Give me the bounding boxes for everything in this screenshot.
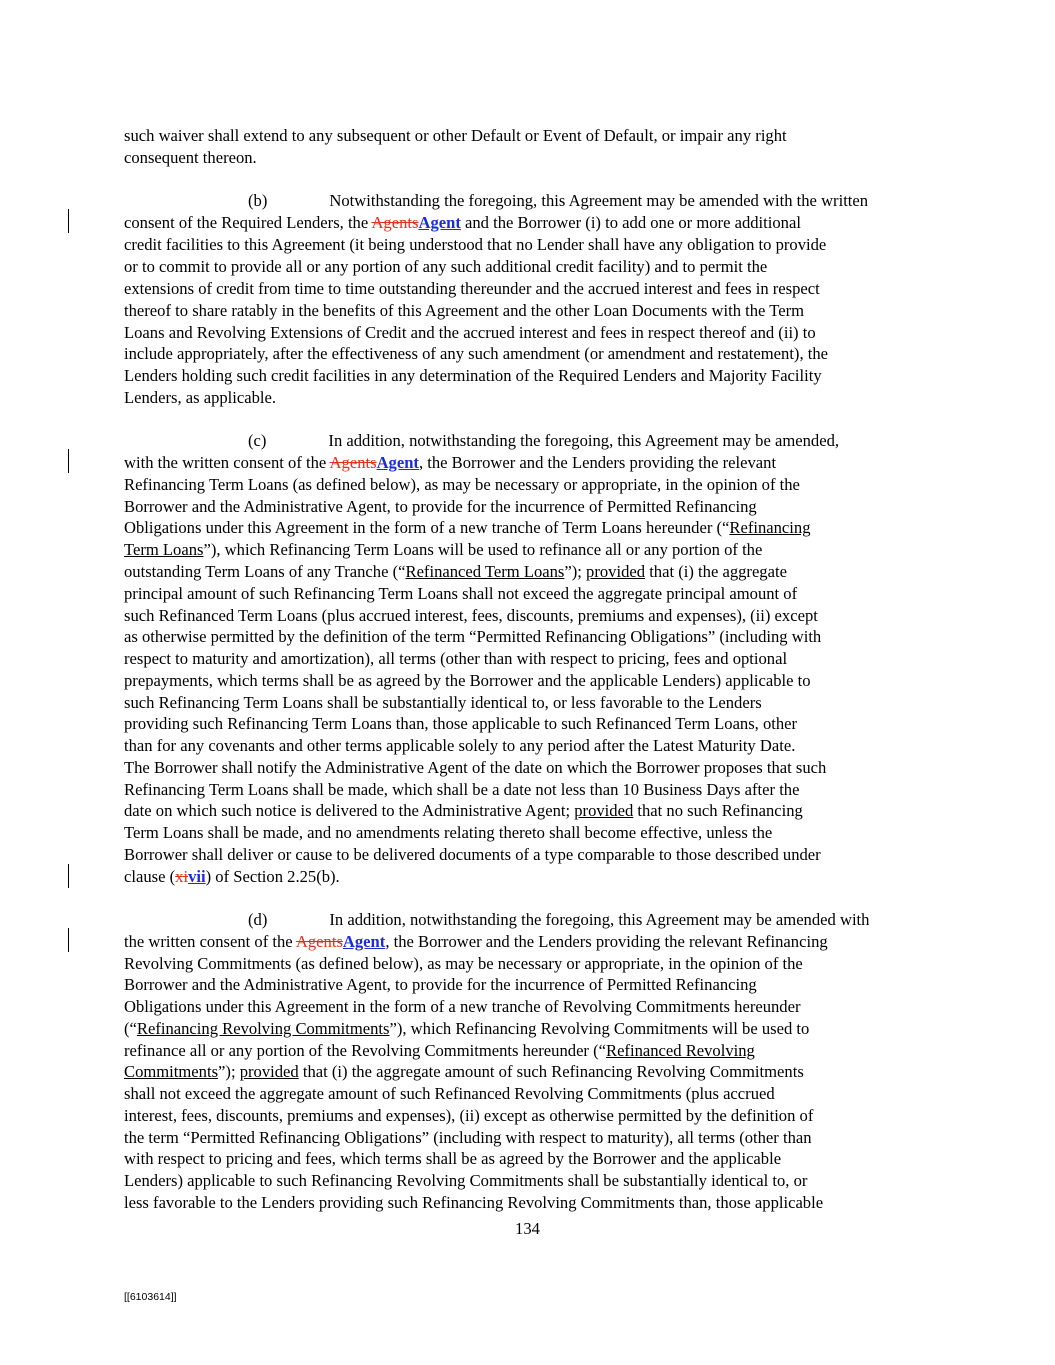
text-line: extensions of credit from time to time outstanding thereunder and the accrued interest and fees in respect: [124, 279, 820, 298]
text-line: Lenders holding such credit facilities in any determination of the Required Lenders and Majority Facility: [124, 366, 822, 385]
paragraph-label: (c): [248, 431, 267, 450]
inserted-text: vii: [188, 867, 206, 886]
text-line: respect to maturity and amortization), all terms (other than with respect to pricing, fees and optional: [124, 649, 788, 668]
inserted-text: Agent: [342, 932, 386, 951]
page-number: 134: [515, 1219, 540, 1238]
text-line: Borrower and the Administrative Agent, to provide for the incurrence of Permitted Refinancing: [124, 975, 757, 994]
text-line: refinance all or any portion of the Revolving Commitments hereunder (“Refinanced Revolving: [124, 1041, 755, 1060]
text-line: Obligations under this Agreement in the form of a new tranche of Revolving Commitments hereunder: [124, 997, 801, 1016]
deleted-text: Agents: [295, 932, 343, 951]
proviso-term: provided: [574, 801, 634, 820]
text-line: The Borrower shall notify the Administrative Agent of the date on which the Borrower proposes that such: [124, 758, 827, 777]
text-line: Borrower and the Administrative Agent, to provide for the incurrence of Permitted Refinancing: [124, 497, 757, 516]
change-bar: [68, 928, 69, 952]
text-line: Borrower shall deliver or cause to be delivered documents of a type comparable to those described under: [124, 845, 821, 864]
text-line: the written consent of the AgentsAgent, the Borrower and the Lenders providing the relevant Refinancing: [124, 932, 828, 951]
text-line: Term Loans”), which Refinancing Term Loans will be used to refinance all or any portion of the: [124, 540, 763, 559]
text-line: (“Refinancing Revolving Commitments”), which Refinancing Revolving Commitments will be used to: [124, 1019, 810, 1038]
deleted-text: Agents: [329, 453, 377, 472]
text-line: Lenders) applicable to such Refinancing Revolving Commitments shall be substantially identical to, or: [124, 1171, 808, 1190]
text-line: interest, fees, discounts, premiums and expenses), (ii) except as otherwise permitted by the definition of: [124, 1106, 814, 1125]
deleted-text: Agents: [371, 213, 419, 232]
text-line: credit facilities to this Agreement (it being understood that no Lender shall have any obligation to provide: [124, 235, 827, 254]
inserted-text: Agent: [418, 213, 461, 232]
text-line: shall not exceed the aggregate amount of such Refinanced Revolving Commitments (plus accrued: [124, 1084, 775, 1103]
text-line: the term “Permitted Refinancing Obligations” (including with respect to maturity), all terms (other than: [124, 1128, 812, 1147]
text-line: Term Loans shall be made, and no amendments relating thereto shall become effective, unless the: [124, 823, 773, 842]
text-line: prepayments, which terms shall be as agreed by the Borrower and the applicable Lenders) applicable to: [124, 671, 811, 690]
text-line: such waiver shall extend to any subsequent or other Default or Event of Default, or impair any right: [124, 126, 787, 145]
text-line: consent of the Required Lenders, the AgentsAgent and the Borrower (i) to add one or more additional: [124, 213, 801, 232]
proviso-term: provided: [586, 562, 646, 581]
text-line: outstanding Term Loans of any Tranche (“Refinanced Term Loans”); provided that (i) the aggregate: [124, 562, 787, 581]
paragraph-c-first-line: (c) In addition, notwithstanding the foregoing, this Agreement may be amended,: [248, 431, 840, 450]
paragraph-b-first-line: (b) Notwithstanding the foregoing, this Agreement may be amended with the written: [248, 191, 869, 210]
text-line: or to commit to provide all or any portion of any such additional credit facility) and to permit the: [124, 257, 768, 276]
text-line: Revolving Commitments (as defined below), as may be necessary or appropriate, in the opinion of the: [124, 954, 803, 973]
text-line: than for any covenants and other terms applicable solely to any period after the Latest Maturity Date.: [124, 736, 796, 755]
text-line: principal amount of such Refinancing Term Loans shall not exceed the aggregate principal amount of: [124, 584, 798, 603]
text-line: with the written consent of the AgentsAgent, the Borrower and the Lenders providing the relevant: [124, 453, 777, 472]
text-line: with respect to pricing and fees, which terms shall be as agreed by the Borrower and the applicable: [124, 1149, 782, 1168]
text-line: include appropriately, after the effectiveness of any such amendment (or amendment and restatement), the: [124, 344, 829, 363]
change-bar: [68, 864, 69, 888]
defined-term: Refinanced Term Loans: [405, 562, 565, 581]
defined-term: Refinanced Revolving: [606, 1041, 755, 1060]
deleted-text: xi: [175, 867, 189, 886]
text-line: Loans and Revolving Extensions of Credit and the accrued interest and fees in respect thereof and (ii) to: [124, 323, 816, 342]
text-line: such Refinanced Term Loans (plus accrued interest, fees, discounts, premiums and expenses), (ii) except: [124, 606, 818, 625]
proviso-term: provided: [239, 1062, 299, 1081]
text-line: Refinancing Term Loans shall be made, which shall be a date not less than 10 Business Days after the: [124, 780, 800, 799]
paragraph-label: (b): [248, 191, 268, 210]
text-line: Refinancing Term Loans (as defined below), as may be necessary or appropriate, in the opinion of the: [124, 475, 800, 494]
text-line: as otherwise permitted by the definition of the term “Permitted Refinancing Obligations” (including with: [124, 627, 822, 646]
text-line: Lenders, as applicable.: [124, 388, 277, 407]
defined-term: Term Loans: [124, 540, 204, 559]
text-line: less favorable to the Lenders providing such Refinancing Revolving Commitments than, those applicable: [124, 1193, 824, 1212]
text-line: date on which such notice is delivered to the Administrative Agent; provided that no such Refinancing: [124, 801, 803, 820]
paragraph-label: (d): [248, 910, 268, 929]
defined-term: Commitments: [124, 1062, 219, 1081]
document-id: [[6103614]]: [124, 1291, 177, 1303]
defined-term: Refinancing: [729, 518, 811, 537]
change-bar: [68, 449, 69, 473]
defined-term: Refinancing Revolving Commitments: [136, 1019, 390, 1038]
text-line: providing such Refinancing Term Loans than, those applicable to such Refinanced Term Loans, other: [124, 714, 798, 733]
text-line: Commitments”); provided that (i) the aggregate amount of such Refinancing Revolving Commitments: [124, 1062, 804, 1081]
text-line: Obligations under this Agreement in the form of a new tranche of Term Loans hereunder (“Refinancing: [124, 518, 811, 537]
text-line: such Refinancing Term Loans shall be substantially identical to, or less favorable to the Lenders: [124, 693, 762, 712]
text-line: consequent thereon.: [124, 148, 257, 167]
text-line: clause (xivii) of Section 2.25(b).: [124, 867, 340, 886]
inserted-text: Agent: [376, 453, 419, 472]
text-line: thereof to share ratably in the benefits of this Agreement and the other Loan Documents with the Term: [124, 301, 805, 320]
change-bar: [68, 209, 69, 233]
paragraph-d-first-line: (d) In addition, notwithstanding the foregoing, this Agreement may be amended with: [248, 910, 870, 929]
